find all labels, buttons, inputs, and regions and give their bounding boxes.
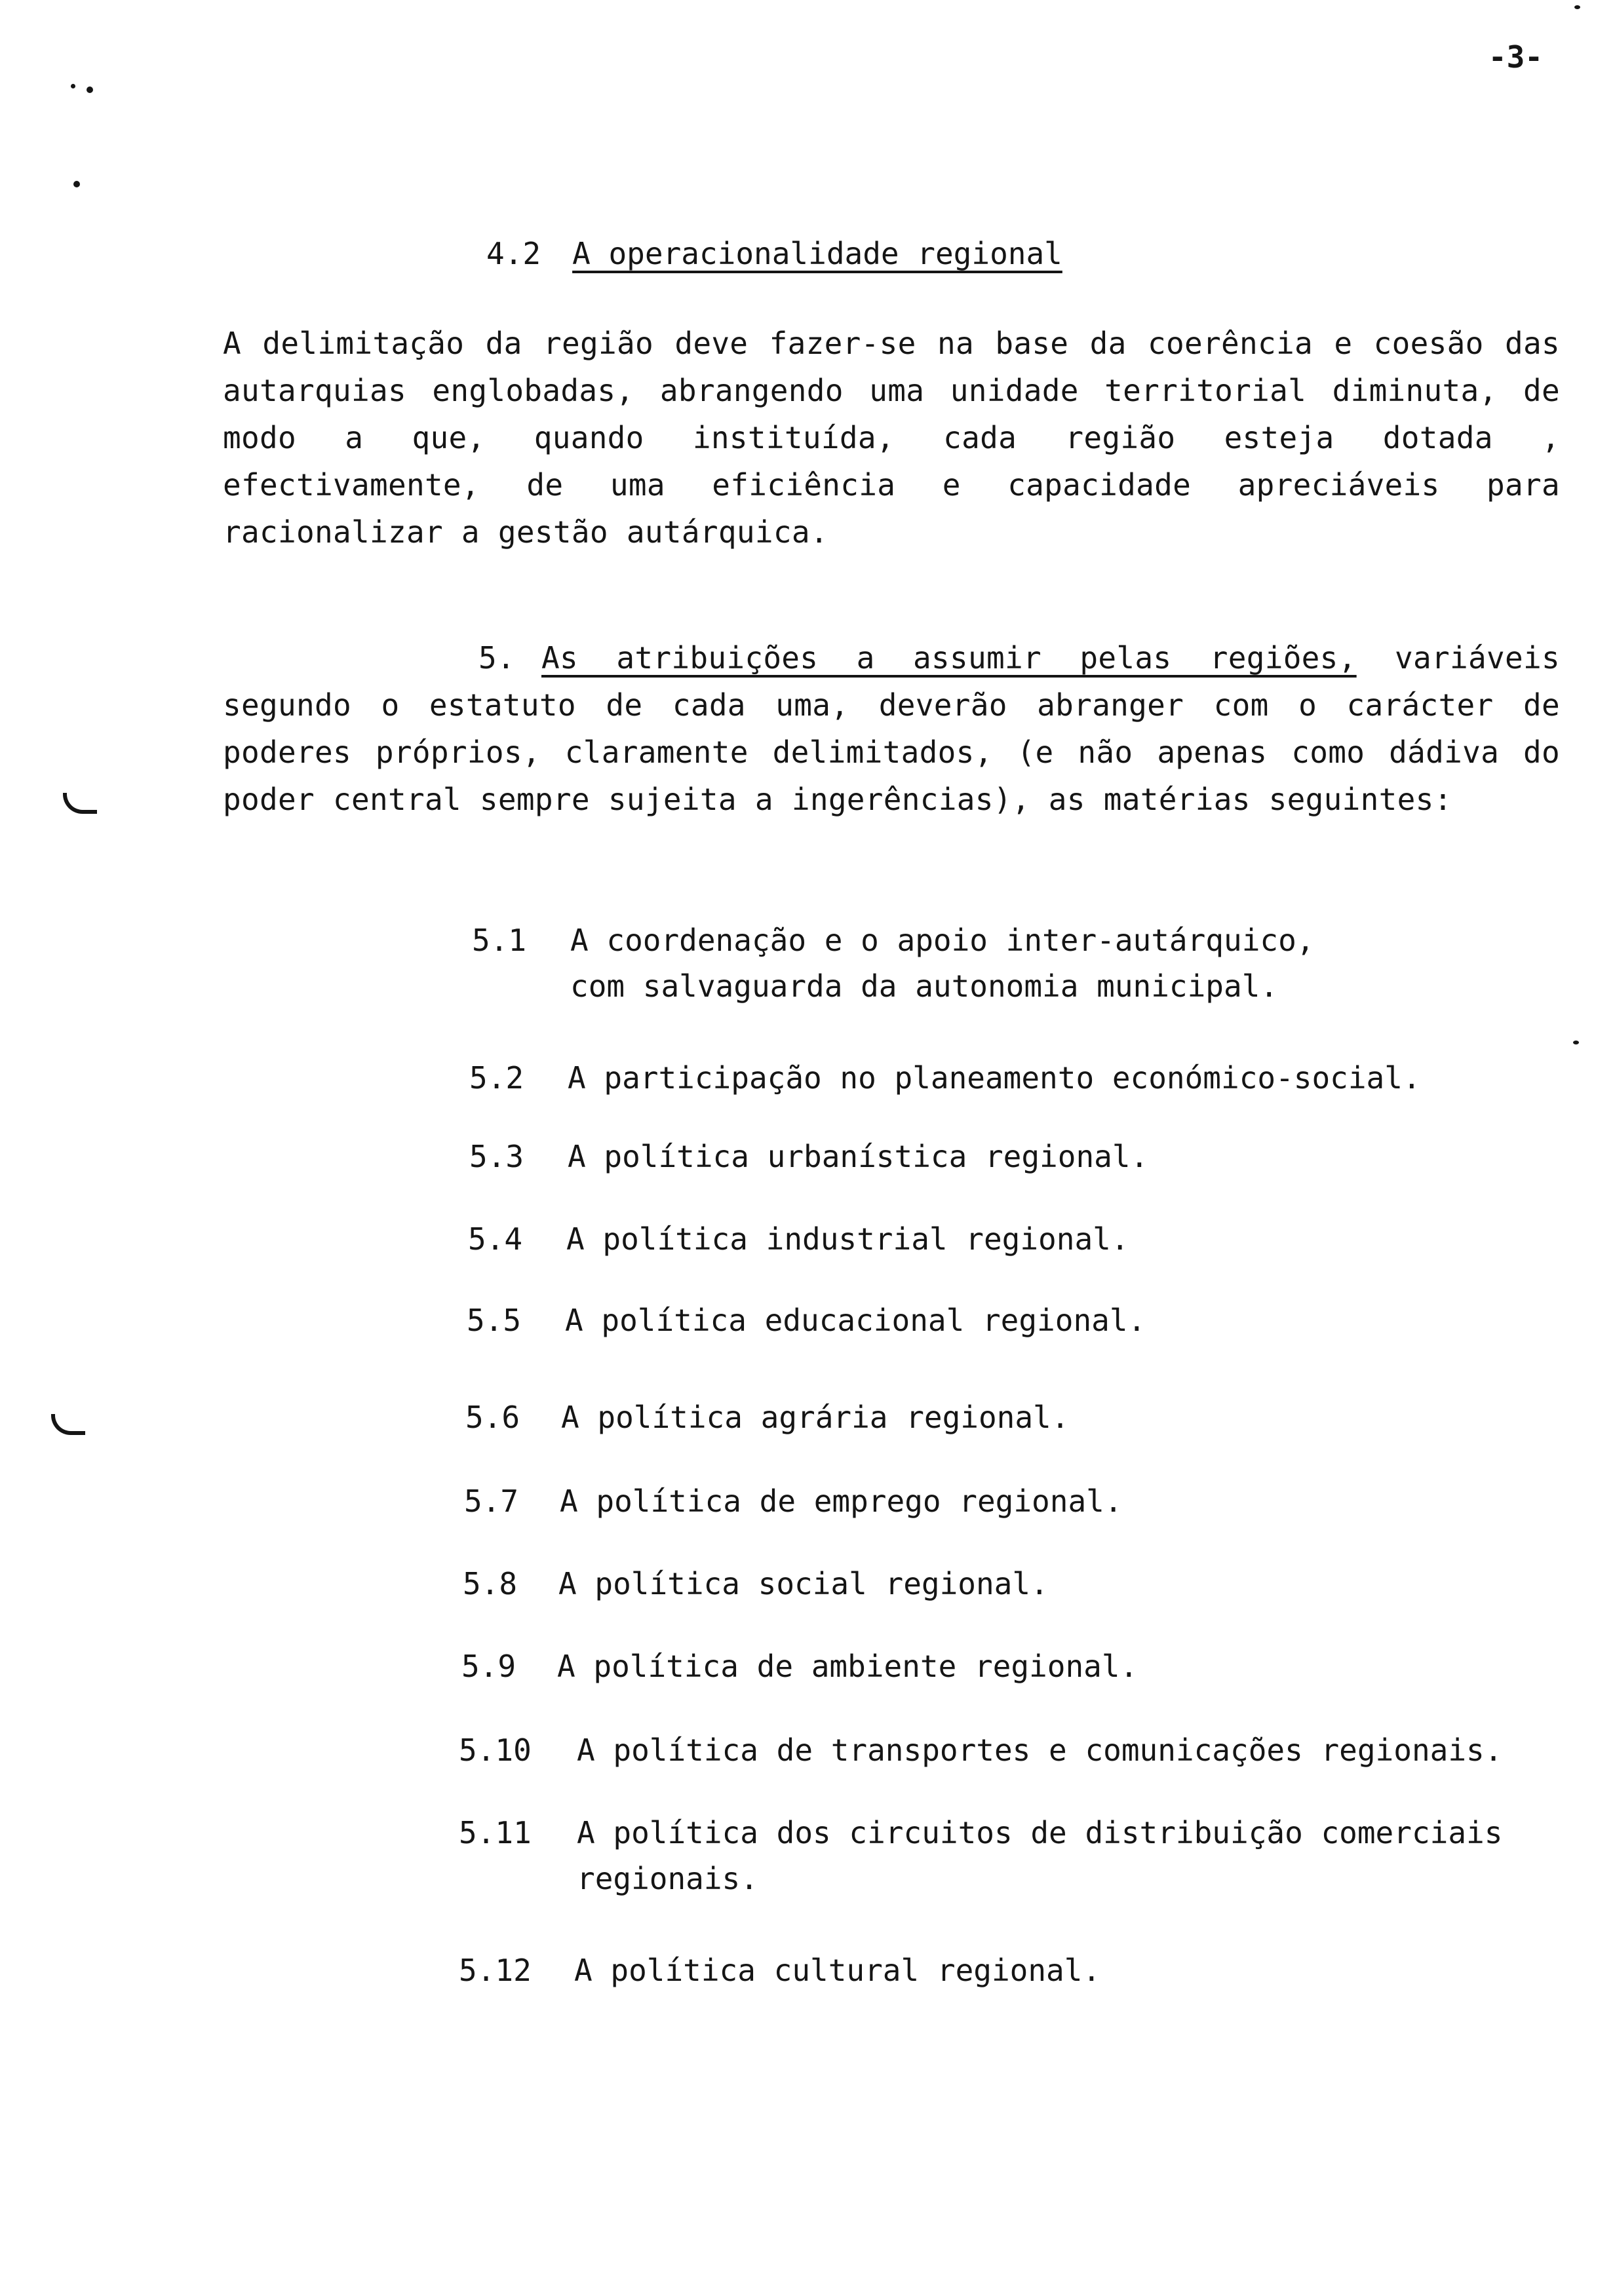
paragraph-number: 5.	[478, 640, 515, 676]
list-item-text: A política cultural regional.	[574, 1953, 1101, 1988]
list-item-text: A política industrial regional.	[566, 1221, 1129, 1257]
list-item-text: A política agrária regional.	[561, 1400, 1070, 1435]
scan-mark-dot	[71, 84, 75, 88]
paragraph-attributions	[223, 634, 1560, 823]
list-item	[459, 1727, 1573, 1773]
section-heading	[486, 236, 1062, 271]
list-item-number: 5.8	[463, 1566, 518, 1601]
list-item-text: A política de ambiente regional.	[557, 1649, 1138, 1684]
paragraph-body: variáveis segundo o estatuto de cada uma, deverão abranger com o carácter de poderes próprios, claramente delimitados, (e não apenas como dádiva do poder central sempre sujeita a ingerências), as matérias seguintes:	[223, 640, 1560, 817]
list-item-text: A política de emprego regional.	[560, 1483, 1123, 1519]
list-item-text: A política social regional.	[558, 1566, 1049, 1601]
list-item	[467, 1297, 1555, 1343]
section-number: 4.2	[486, 236, 541, 271]
list-item	[469, 1134, 1557, 1179]
binding-hole-mark	[63, 793, 97, 814]
scan-mark-dot	[73, 181, 80, 187]
list-item	[465, 1394, 1553, 1440]
list-item-number: 5.4	[468, 1221, 523, 1257]
page-number: -3-	[1488, 39, 1543, 75]
scan-mark-dot	[87, 86, 93, 93]
paragraph-delimitation: A delimitação da região deve fazer-se na base da coerência e coesão das autarquias englobadas, abrangendo uma unidade territorial diminuta, de modo a que, quando instituída, cada região esteja dotada , efectivamente, de uma eficiência e capacidade apreciáveis para racionalizar a gestão autárquica.	[223, 326, 1560, 550]
list-item	[464, 1478, 1552, 1524]
list-item	[472, 917, 1560, 1009]
list-item-number: 5.3	[469, 1139, 524, 1174]
list-item-text: A política educacional regional.	[565, 1303, 1146, 1338]
list-item	[459, 1810, 1573, 1902]
list-item-number: 5.1	[472, 923, 527, 958]
list-item	[469, 1055, 1557, 1101]
list-item-number: 5.5	[467, 1303, 522, 1338]
underlined-phrase: As atribuições a assumir pelas regiões,	[541, 640, 1357, 676]
list-item-number: 5.12	[459, 1953, 532, 1988]
list-item-text: A participação no planeamento económico-social.	[568, 1060, 1421, 1096]
scan-mark-dot	[1573, 1041, 1579, 1044]
list-item	[461, 1643, 1549, 1689]
scan-mark-dot	[1574, 5, 1580, 9]
section-title: A operacionalidade regional	[572, 236, 1062, 271]
list-item	[468, 1216, 1556, 1262]
list-item-number: 5.10	[459, 1732, 532, 1768]
list-item-text: A política de transportes e comunicações regionais.	[577, 1732, 1503, 1768]
list-item-number: 5.2	[469, 1060, 524, 1096]
list-item-number: 5.7	[464, 1483, 519, 1519]
list-item-text: A coordenação e o apoio inter-autárquico, com salvaguarda da autonomia municipal.	[570, 923, 1315, 1004]
list-item-number: 5.11	[459, 1815, 532, 1850]
list-item	[463, 1561, 1551, 1607]
list-item-number: 5.6	[465, 1400, 520, 1435]
list-item-text: A política dos circuitos de distribuição comerciais regionais.	[577, 1815, 1503, 1896]
binding-hole-mark	[51, 1414, 85, 1435]
list-item	[459, 1947, 1573, 1993]
list-item-number: 5.9	[461, 1649, 516, 1684]
list-item-text: A política urbanística regional.	[568, 1139, 1149, 1174]
